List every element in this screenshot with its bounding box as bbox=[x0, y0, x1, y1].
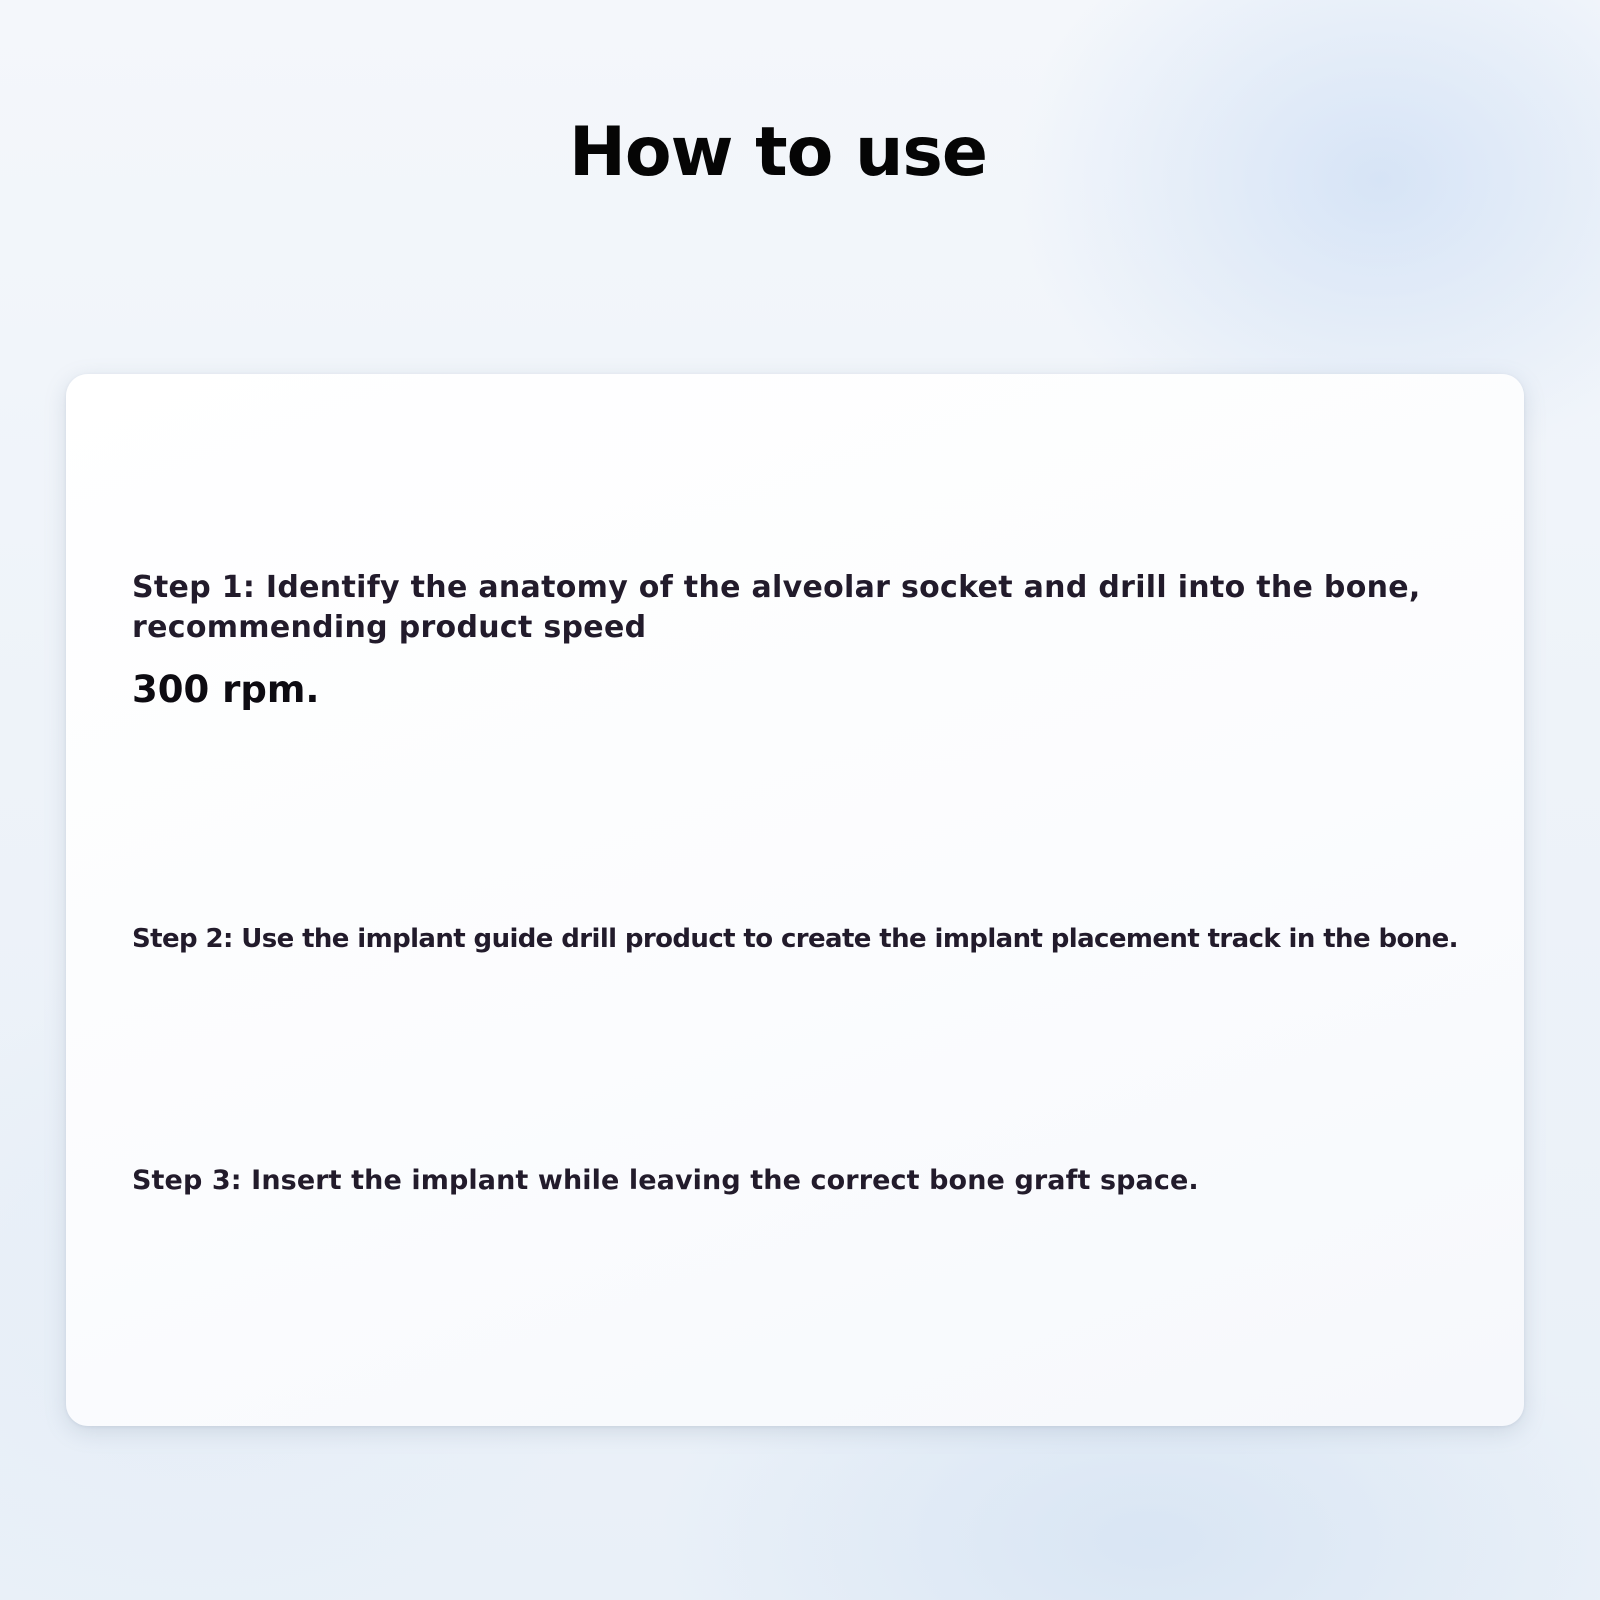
instructions-card bbox=[66, 374, 1524, 1426]
step-3-text: Step 3: Insert the implant while leaving the correct bone graft space. bbox=[132, 1165, 1199, 1196]
step-1-speed: 300 rpm. bbox=[132, 668, 320, 711]
page-title: How to use bbox=[568, 113, 988, 192]
step-2-text: Step 2: Use the implant guide drill product to create the implant placement track in the bone. bbox=[132, 924, 1458, 954]
step-1-text: Step 1: Identify the anatomy of the alveolar socket and drill into the bone, recommending product speed bbox=[132, 570, 1421, 645]
